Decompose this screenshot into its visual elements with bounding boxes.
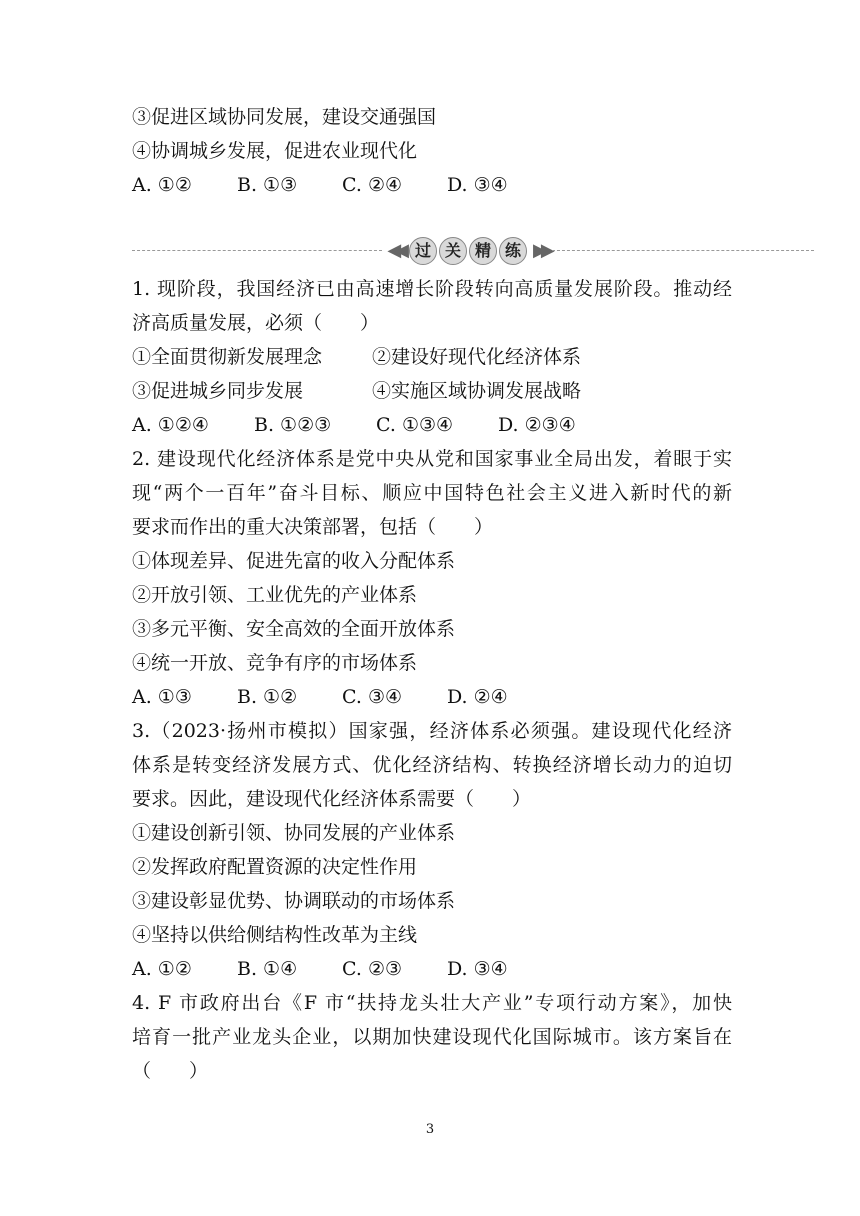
question-3: [132, 714, 732, 986]
option-d: D. ③④: [447, 174, 508, 196]
q3-statement-4: ④坚持以供给侧结构性改革为主线: [132, 924, 418, 946]
q3-stem-line: 3.（2023·扬州市模拟）国家强，经济体系必须强。建设现代化经济: [132, 720, 732, 742]
section-heading-banner: [387, 236, 549, 266]
divider-dash-right: [552, 250, 814, 251]
q2-statement-2: ②开放引领、工业优先的产业体系: [132, 584, 418, 606]
double-chevron-right-icon: ▶▶: [533, 240, 549, 261]
option-c: C. ③④: [342, 686, 403, 708]
q3-stem-line: 要求。因此，建设现代化经济体系需要（ ）: [132, 788, 532, 810]
q1-statement-3: ③促进城乡同步发展: [132, 380, 304, 402]
section-divider: [132, 236, 814, 266]
prev-options: [132, 168, 732, 202]
question-1: [132, 272, 732, 442]
q2-options: [132, 680, 732, 714]
q3-statement-3: ③建设彰显优势、协调联动的市场体系: [132, 890, 456, 912]
q3-stem-line: 体系是转变经济发展方式、优化经济结构、转换经济增长动力的迫切: [132, 754, 732, 776]
prev-statement-4: ④协调城乡发展，促进农业现代化: [132, 140, 418, 162]
option-c: C. ②③: [342, 958, 403, 980]
q3-statement-1: ①建设创新引领、协同发展的产业体系: [132, 822, 456, 844]
option-d: D. ②④: [447, 686, 508, 708]
double-chevron-left-icon: ◀◀: [387, 240, 403, 261]
option-a: A. ①②: [132, 958, 192, 980]
option-c: C. ①③④: [376, 414, 454, 436]
q1-options: [132, 408, 732, 442]
q1-statements-row: [132, 340, 732, 374]
q1-stem-line: 1. 现阶段，我国经济已由高速增长阶段转向高质量发展阶段。推动经: [132, 278, 732, 300]
q2-stem-line: 要求而作出的重大决策部署，包括（ ）: [132, 516, 494, 538]
option-b: B. ①②③: [254, 414, 332, 436]
option-b: B. ①②: [237, 686, 298, 708]
q1-stem-line: 济高质量发展，必须（ ）: [132, 312, 380, 334]
q1-statements-row: [132, 374, 732, 408]
q1-statement-1: ①全面贯彻新发展理念: [132, 346, 323, 368]
q2-statement-4: ④统一开放、竞争有序的市场体系: [132, 652, 418, 674]
q1-statement-2: ②建设好现代化经济体系: [372, 346, 582, 368]
option-d: D. ②③④: [498, 414, 576, 436]
q2-statement-3: ③多元平衡、安全高效的全面开放体系: [132, 618, 456, 640]
heading-char: 关: [439, 237, 467, 265]
q4-stem-line: （ ）: [132, 1060, 209, 1082]
page-number: 3: [425, 1122, 435, 1137]
heading-char: 精: [469, 237, 497, 265]
q2-stem-line: 2. 建设现代化经济体系是党中央从党和国家事业全局出发，着眼于实: [132, 448, 732, 470]
section-heading: [409, 237, 527, 265]
q1-statement-4: ④实施区域协调发展战略: [372, 380, 582, 402]
q2-statement-1: ①体现差异、促进先富的收入分配体系: [132, 550, 456, 572]
q4-stem-line: 4. F 市政府出台《F 市“扶持龙头壮大产业”专项行动方案》，加快: [132, 992, 732, 1014]
divider-dash-left: [132, 250, 382, 251]
option-a: A. ①③: [132, 686, 192, 708]
prev-statement-3: ③促进区域协同发展，建设交通强国: [132, 106, 437, 128]
option-a: A. ①②: [132, 174, 192, 196]
heading-char: 过: [409, 237, 437, 265]
q2-stem-line: 现“两个一百年”奋斗目标、顺应中国特色社会主义进入新时代的新: [132, 482, 732, 504]
option-b: B. ①④: [237, 958, 298, 980]
option-d: D. ③④: [447, 958, 508, 980]
option-b: B. ①③: [237, 174, 298, 196]
q3-statement-2: ②发挥政府配置资源的决定性作用: [132, 856, 418, 878]
q4-stem-line: 培育一批产业龙头企业，以期加快建设现代化国际城市。该方案旨在: [132, 1026, 732, 1048]
option-c: C. ②④: [342, 174, 403, 196]
q3-options: [132, 952, 732, 986]
heading-char: 练: [499, 237, 527, 265]
question-4: [132, 986, 732, 1088]
option-a: A. ①②④: [132, 414, 209, 436]
question-2: [132, 442, 732, 714]
